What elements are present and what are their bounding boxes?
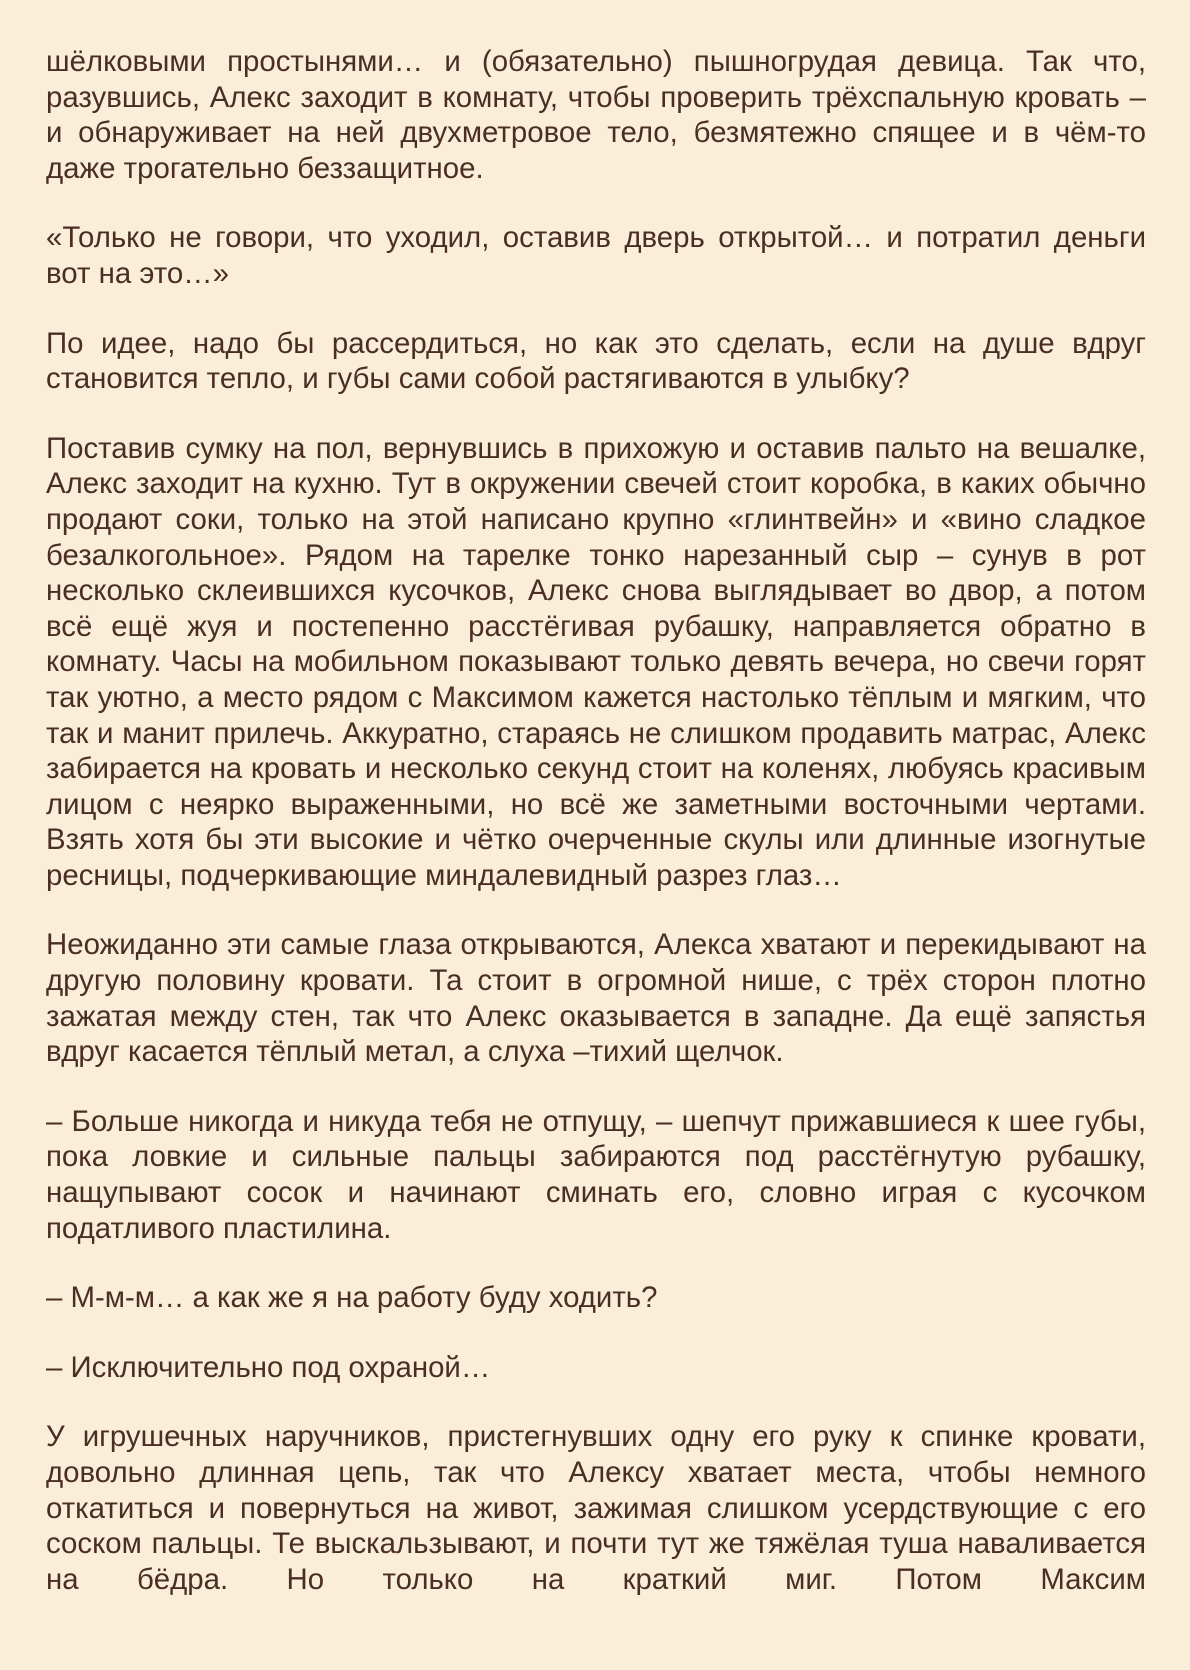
paragraph-7: – М-м-м… а как же я на работу буду ходить? [46, 1281, 658, 1315]
paragraph-8: – Исключительно под охраной… [46, 1350, 491, 1384]
paragraph-2: «Только не говори, что уходил, оставив дверь открытой… и потратил деньги вот на это…» [46, 221, 1146, 290]
paragraph-6: – Больше никогда и никуда тебя не отпущу, – шепчут прижавшиеся к шее губы, пока ловкие и сильные пальцы забираются под расстёгнутую рубашку, нащупывают сосок и начинают сминать его, словно играя с кусочком податливого пластилина. [46, 1104, 1146, 1245]
paragraph-3: По идее, надо бы рассердиться, но как это сделать, если на душе вдруг становится тепло, и губы сами собой растягиваются в улыбку? [46, 326, 1146, 396]
paragraph-9: У игрушечных наручников, пристегнувших одну его руку к спинке кровати, довольно длинная цепь, так что Алексу хватает места, чтобы немного откатиться и повернуться на живот, зажимая слишком усердствующие с его соском пальцы. Те выскальзывают, и почти тут же тяжёлая туша наваливается на бёдра. Но только на краткий миг. Потом Максим [46, 1420, 1146, 1596]
paragraph-5: Неожиданно эти самые глаза открываются, Алекса хватают и перекидывают на другую половину кровати. Та стоит в огромной нише, с трёх сторон плотно зажатая между стен, так что Алекс оказывается в западне. Да ещё запястья вдруг касается тёплый метал, а слуха –тихий щелчок. [46, 928, 1146, 1069]
paragraph-4: Поставив сумку на пол, вернувшись в прихожую и оставив пальто на вешалке, Алекс заходит на кухню. Тут в окружении свечей стоит коробка, в каких обычно продают соки, только на этой написано крупно «глинтвейн» и «вино сладкое безалкогольное». Рядом на тарелке тонко нарезанный сыр – сунув в рот несколько склеившихся кусочков, Алекс снова выглядывает во двор, а потом всё ещё жуя и постепенно расстёгивая рубашку, направляется обратно в комнату. Часы на мобильном показывают только девять вечера, но свечи горят так уютно, а место рядом с Максимом кажется настолько тёплым и мягким, что так и манит прилечь. Аккуратно, стараясь не слишком продавить матрас, Алекс забирается на кровать и несколько секунд стоит на коленях, любуясь красивым лицом с неярко выраженными, но всё же заметными восточными чертами. Взять хотя бы эти высокие и чётко очерченные скулы или длинные изогнутые ресницы, подчеркивающие миндалевидный разрез глаз… [46, 431, 1146, 892]
paragraph-1: шёлковыми простынями… и (обязательно) пышногрудая девица. Так что, разувшись, Алекс заходит в комнату, чтобы проверить трёхспальную кровать – и обнаруживает на ней двухметровое тело, безмятежно спящее и в чём-то даже трогательно беззащитное. [46, 45, 1146, 185]
